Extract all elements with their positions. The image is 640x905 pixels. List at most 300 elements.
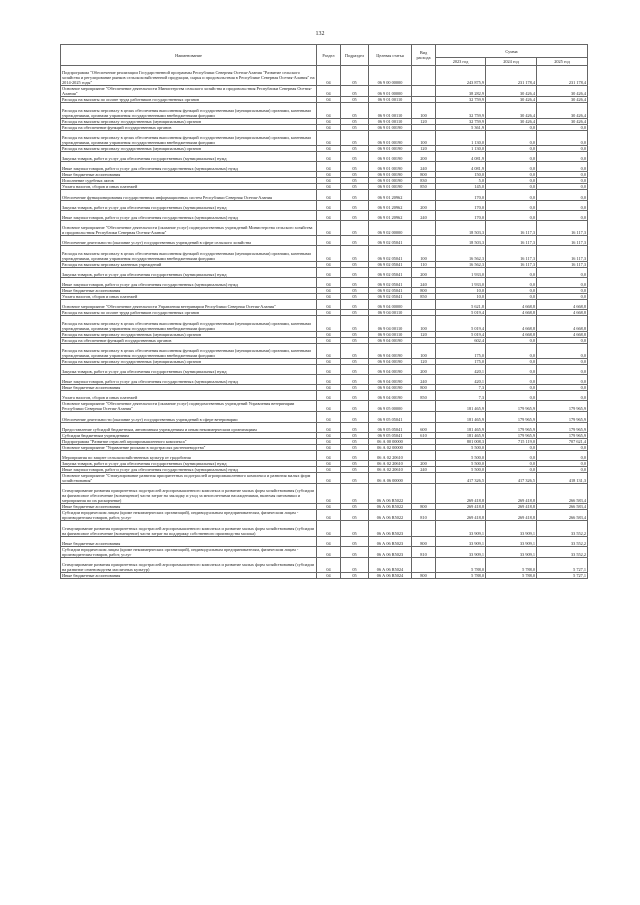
table-row [61, 391, 588, 401]
row-sum-2024: 0,0 [486, 145, 537, 151]
table-row [61, 246, 588, 261]
row-podrazdel: 05 [341, 358, 369, 364]
row-sum-2023: 5 788,0 [436, 573, 486, 579]
row-sum-2023: 18 503,3 [436, 220, 486, 235]
row-razdel: 04 [317, 220, 341, 235]
row-expense-type [412, 450, 436, 460]
row-podrazdel: 05 [341, 450, 369, 460]
row-name: Расходы на выплаты персоналу в целях обеспечения выполнения функций государственными (муниципальными) органами, казенными учреждениями, органами управления государственными внебюджетными фондами [61, 103, 317, 118]
row-target-article: 06 9 04 00110 [369, 331, 412, 337]
row-expense-type: 810 [412, 510, 436, 521]
row-sum-2025: 266 583,4 [537, 483, 588, 503]
row-name: Основное мероприятие "Управление рисками в подотраслях растениеводства" [61, 444, 317, 450]
row-sum-2025: 418 131,3 [537, 472, 588, 483]
row-sum-2025: 0,0 [537, 162, 588, 172]
row-expense-type: 800 [412, 385, 436, 391]
table-row [61, 236, 588, 246]
row-podrazdel: 05 [341, 536, 369, 546]
row-target-article: 06 9 05 00000 [369, 401, 412, 412]
row-sum-2025: 0,0 [537, 288, 588, 294]
row-sum-2023: 5,0 [436, 178, 486, 184]
row-razdel: 04 [317, 343, 341, 358]
row-podrazdel: 05 [341, 288, 369, 294]
row-name: Иные закупки товаров, работ и услуг для обеспечения государственных (муниципальных) нужд [61, 277, 317, 287]
row-sum-2024: 0,0 [486, 172, 537, 178]
row-sum-2023: 5 019,4 [436, 310, 486, 316]
row-podrazdel: 05 [341, 316, 369, 331]
row-podrazdel: 05 [341, 130, 369, 145]
row-expense-type: 850 [412, 294, 436, 300]
row-podrazdel: 05 [341, 385, 369, 391]
row-target-article: 06 А 06 R5023 [369, 546, 412, 557]
row-podrazdel: 05 [341, 331, 369, 337]
row-sum-2024: 16 117,3 [486, 220, 537, 235]
table-row [61, 151, 588, 161]
row-podrazdel: 05 [341, 190, 369, 200]
row-sum-2025: 30 426,4 [537, 86, 588, 97]
row-sum-2023: 420,1 [436, 364, 486, 374]
row-expense-type: 100 [412, 343, 436, 358]
row-sum-2024: 33 909,1 [486, 521, 537, 536]
row-razdel: 04 [317, 277, 341, 287]
row-expense-type: 800 [412, 573, 436, 579]
row-sum-2024: 16 117,3 [486, 261, 537, 267]
row-target-article: 06 9 01 00110 [369, 97, 412, 103]
row-podrazdel: 05 [341, 103, 369, 118]
row-sum-2025: 0,0 [537, 190, 588, 200]
row-podrazdel: 05 [341, 483, 369, 503]
row-name: Субсидии бюджетным учреждениям [61, 432, 317, 438]
row-razdel: 04 [317, 391, 341, 401]
row-expense-type: 120 [412, 331, 436, 337]
row-sum-2023: 5 500,0 [436, 466, 486, 472]
row-name: Иные бюджетные ассигнования [61, 172, 317, 178]
row-razdel: 04 [317, 103, 341, 118]
row-name: Иные бюджетные ассигнования [61, 385, 317, 391]
row-target-article: 06 9 01 00110 [369, 103, 412, 118]
row-sum-2024: 30 426,4 [486, 97, 537, 103]
row-razdel: 04 [317, 124, 341, 130]
row-expense-type: 850 [412, 391, 436, 401]
row-target-article: 06 9 02 05041 [369, 288, 412, 294]
row-sum-2024: 0,0 [486, 391, 537, 401]
col-podrazdel-header: Подраздел [341, 45, 369, 66]
table-row [61, 521, 588, 536]
row-podrazdel: 05 [341, 151, 369, 161]
row-name: Уплата налогов, сборов и иных платежей [61, 184, 317, 190]
row-sum-2023: 269 418,8 [436, 504, 486, 510]
row-target-article: 06 А 06 00000 [369, 472, 412, 483]
row-expense-type [412, 300, 436, 310]
row-podrazdel: 05 [341, 438, 369, 444]
row-razdel: 04 [317, 151, 341, 161]
row-sum-2024: 4 668,8 [486, 310, 537, 316]
row-expense-type [412, 220, 436, 235]
row-podrazdel: 05 [341, 460, 369, 466]
row-sum-2024: 0,0 [486, 151, 537, 161]
row-name: Основное мероприятие "Обеспечение деятельности Управления ветеринарии Республики Северная Осетия-Алания" [61, 300, 317, 310]
row-target-article: 06 9 04 00110 [369, 310, 412, 316]
row-expense-type: 800 [412, 288, 436, 294]
table-row [61, 364, 588, 374]
row-expense-type: 200 [412, 200, 436, 210]
row-sum-2024: 30 426,4 [486, 118, 537, 124]
row-expense-type: 120 [412, 145, 436, 151]
row-name: Иные закупки товаров, работ и услуг для обеспечения государственных (муниципальных) нужд [61, 466, 317, 472]
row-sum-2023: 18 503,3 [436, 236, 486, 246]
row-target-article: 06 9 01 00190 [369, 178, 412, 184]
row-sum-2024: 0,0 [486, 130, 537, 145]
row-name: Расходы на выплаты персоналу государственных (муниципальных) органов [61, 145, 317, 151]
table-row [61, 200, 588, 210]
row-name: Иные бюджетные ассигнования [61, 573, 317, 579]
row-name: Расходы на выплаты по оплате труда работников государственных органов [61, 310, 317, 316]
row-expense-type: 850 [412, 184, 436, 190]
row-razdel: 04 [317, 510, 341, 521]
row-sum-2023: 5 500,0 [436, 450, 486, 460]
row-sum-2023: 1 933,0 [436, 277, 486, 287]
row-sum-2025: 0,0 [537, 375, 588, 385]
row-sum-2023: 170,0 [436, 210, 486, 220]
row-razdel: 04 [317, 401, 341, 412]
row-sum-2024: 0,0 [486, 162, 537, 172]
row-target-article: 06 9 04 00190 [369, 391, 412, 401]
row-expense-type: 600 [412, 422, 436, 432]
row-name: Основное мероприятие "Стимулирование развития приоритетных подотраслей агропромышленного комплекса и развития малых форм хозяйствования" [61, 472, 317, 483]
table-row [61, 375, 588, 385]
row-name: Расходы на выплаты персоналу государственных (муниципальных) органов [61, 358, 317, 364]
row-sum-2025: 4 668,8 [537, 300, 588, 310]
row-razdel: 04 [317, 536, 341, 546]
row-razdel: 04 [317, 288, 341, 294]
row-expense-type [412, 66, 436, 86]
row-podrazdel: 05 [341, 261, 369, 267]
row-razdel: 04 [317, 521, 341, 536]
row-name: Иные закупки товаров, работ и услуг для обеспечения государственных (муниципальных) нужд [61, 210, 317, 220]
col-expense-type-header: Вид расхода [412, 45, 436, 66]
row-target-article: 06 9 04 00190 [369, 358, 412, 364]
row-razdel: 04 [317, 337, 341, 343]
row-podrazdel: 05 [341, 364, 369, 374]
row-podrazdel: 05 [341, 375, 369, 385]
row-target-article: 06 А 06 R5023 [369, 536, 412, 546]
row-name: Иные закупки товаров, работ и услуг для обеспечения государственных (муниципальных) нужд [61, 162, 317, 172]
row-target-article: 06 9 01 20962 [369, 200, 412, 210]
row-target-article: 06 9 01 00000 [369, 86, 412, 97]
row-sum-2024: 179 965,9 [486, 432, 537, 438]
row-sum-2025: 0,0 [537, 184, 588, 190]
row-target-article: 06 9 04 00110 [369, 316, 412, 331]
row-target-article: 06 9 04 00190 [369, 385, 412, 391]
row-podrazdel: 05 [341, 97, 369, 103]
row-razdel: 04 [317, 412, 341, 422]
row-razdel: 04 [317, 472, 341, 483]
row-sum-2023: 269 418,8 [436, 510, 486, 521]
col-target-article-header: Целевая статья [369, 45, 412, 66]
row-name: Расходы на выплаты персоналу государственных (муниципальных) органов [61, 331, 317, 337]
row-razdel: 04 [317, 316, 341, 331]
row-sum-2025: 179 965,9 [537, 432, 588, 438]
row-sum-2023: 32 759,9 [436, 97, 486, 103]
row-expense-type [412, 86, 436, 97]
row-podrazdel: 05 [341, 145, 369, 151]
row-name: Подпрограмма "Развитие отраслей агропромышленного комплекса" [61, 438, 317, 444]
row-target-article: 06 9 01 00190 [369, 172, 412, 178]
row-sum-2024: 4 668,8 [486, 300, 537, 310]
row-sum-2023: 32 759,9 [436, 118, 486, 124]
row-sum-2023: 801 008,3 [436, 438, 486, 444]
row-sum-2023: 420,1 [436, 375, 486, 385]
row-target-article: 06 9 01 00190 [369, 130, 412, 145]
row-sum-2024: 0,0 [486, 385, 537, 391]
row-sum-2023: 269 418,8 [436, 483, 486, 503]
row-sum-2025: 0,0 [537, 450, 588, 460]
table-row [61, 277, 588, 287]
table-row [61, 210, 588, 220]
table-row [61, 343, 588, 358]
row-name: Закупка товаров, работ и услуг для обеспечения государственных (муниципальных) нужд [61, 460, 317, 466]
table-row [61, 450, 588, 460]
row-sum-2025: 4 668,8 [537, 316, 588, 331]
row-sum-2023: 5 500,0 [436, 460, 486, 466]
row-name: Иные закупки товаров, работ и услуг для обеспечения государственных (муниципальных) нужд [61, 375, 317, 385]
row-target-article: 06 9 01 20962 [369, 210, 412, 220]
row-name: Основное мероприятие "Обеспечение деятельности Министерства сельского хозяйства и продовольствия Республики Северная Осетия-Алания" [61, 86, 317, 97]
row-sum-2025: 0,0 [537, 337, 588, 343]
row-sum-2023: 10,0 [436, 294, 486, 300]
row-name: Уплата налогов, сборов и иных платежей [61, 294, 317, 300]
row-sum-2023: 5 788,0 [436, 557, 486, 572]
row-expense-type: 200 [412, 364, 436, 374]
row-expense-type: 800 [412, 536, 436, 546]
row-podrazdel: 05 [341, 391, 369, 401]
row-target-article: 06 9 05 05041 [369, 422, 412, 432]
row-name: Субсидии юридическим лицам (кроме некоммерческих организаций), индивидуальным предпринимателям, физическим лицам - производителям товаров, работ, услуг [61, 510, 317, 521]
row-sum-2025: 5 727,1 [537, 557, 588, 572]
row-expense-type: 200 [412, 151, 436, 161]
row-name: Подпрограмма "Обеспечение реализации Государственной программы Республики Северная Осетия-Алания "Развитие сельского хозяйства и регулирование рынков сельскохозяйственной продукции, сырья и продовольствия в Республике Северная Осетия-Алания" на 2014-2025 годы" [61, 66, 317, 86]
row-sum-2025: 0,0 [537, 343, 588, 358]
row-podrazdel: 05 [341, 220, 369, 235]
row-podrazdel: 05 [341, 294, 369, 300]
row-expense-type: 100 [412, 316, 436, 331]
row-name: Иные бюджетные ассигнования [61, 288, 317, 294]
row-expense-type: 240 [412, 375, 436, 385]
row-expense-type: 120 [412, 118, 436, 124]
row-podrazdel: 05 [341, 557, 369, 572]
row-name: Основное мероприятие "Обеспечение деятельности (оказание услуг) подведомственных учреждений Министерства сельского хозяйства и продовольствия Республики Северная Осетия-Алания" [61, 220, 317, 235]
row-sum-2025: 0,0 [537, 391, 588, 401]
row-target-article: 06 9 05 05041 [369, 432, 412, 438]
row-target-article: 06 9 04 00190 [369, 343, 412, 358]
row-sum-2023: 7,3 [436, 385, 486, 391]
row-sum-2024: 0,0 [486, 450, 537, 460]
row-expense-type: 240 [412, 162, 436, 172]
row-sum-2025: 0,0 [537, 385, 588, 391]
row-sum-2023: 33 909,1 [436, 536, 486, 546]
table-row [61, 401, 588, 412]
row-podrazdel: 05 [341, 466, 369, 472]
row-target-article: 06 9 04 00190 [369, 375, 412, 385]
row-sum-2023: 417 326,5 [436, 472, 486, 483]
col-name-header: Наименование [61, 45, 317, 66]
row-target-article: 06 А 06 R5024 [369, 573, 412, 579]
row-sum-2025: 16 117,3 [537, 246, 588, 261]
row-expense-type: 110 [412, 261, 436, 267]
row-razdel: 04 [317, 172, 341, 178]
row-razdel: 04 [317, 504, 341, 510]
row-target-article: 06 9 05 05041 [369, 412, 412, 422]
row-target-article: 06 9 01 00190 [369, 184, 412, 190]
row-name: Стимулирование развития приоритетных подотраслей агропромышленного комплекса и развитие малых форм хозяйствования (субсидии на финансовое обеспечение (возмещение) части затрат на закладку и уход за многолетними насаждениями, включая питомники и мероприятия по их раскорчевке) [61, 483, 317, 503]
row-sum-2024: 179 965,9 [486, 412, 537, 422]
row-sum-2025: 0,0 [537, 200, 588, 210]
row-sum-2025: 0,0 [537, 358, 588, 364]
row-target-article: 06 А 06 R5022 [369, 483, 412, 503]
row-razdel: 04 [317, 364, 341, 374]
row-expense-type: 100 [412, 246, 436, 261]
row-expense-type [412, 521, 436, 536]
row-expense-type [412, 472, 436, 483]
row-name: Основное мероприятие "Обеспечение деятельности (оказание услуг) подведомственных учреждений Управления ветеринарии Республики Северная Осетия-Алания" [61, 401, 317, 412]
row-razdel: 04 [317, 145, 341, 151]
row-sum-2025: 33 552,2 [537, 521, 588, 536]
row-sum-2025: 179 965,9 [537, 401, 588, 412]
row-sum-2025: 266 583,4 [537, 510, 588, 521]
table-row [61, 536, 588, 546]
row-sum-2023: 10,0 [436, 288, 486, 294]
row-razdel: 04 [317, 466, 341, 472]
row-podrazdel: 05 [341, 343, 369, 358]
row-podrazdel: 05 [341, 118, 369, 124]
row-name: Расходы на выплаты персоналу в целях обеспечения выполнения функций государственными (муниципальными) органами, казенными учреждениями, органами управления государственными внебюджетными фондами [61, 246, 317, 261]
row-name: Предоставление субсидий бюджетным, автономным учреждениям и иным некоммерческим организациям [61, 422, 317, 432]
row-target-article: 06 9 01 00190 [369, 162, 412, 172]
table-row [61, 472, 588, 483]
table-row [61, 316, 588, 331]
row-expense-type: 240 [412, 277, 436, 287]
row-razdel: 04 [317, 236, 341, 246]
row-expense-type [412, 557, 436, 572]
row-sum-2023: 150,0 [436, 172, 486, 178]
table-row [61, 66, 588, 86]
table-row [61, 412, 588, 422]
row-sum-2023: 5 019,4 [436, 316, 486, 331]
row-podrazdel: 05 [341, 422, 369, 432]
row-target-article: 06 9 01 00190 [369, 124, 412, 130]
row-expense-type [412, 483, 436, 503]
row-sum-2024: 30 426,4 [486, 103, 537, 118]
row-name: Субсидии юридическим лицам (кроме некоммерческих организаций), индивидуальным предпринимателям, физическим лицам - производителям товаров, работ, услуг [61, 546, 317, 557]
table-row [61, 483, 588, 503]
row-expense-type [412, 412, 436, 422]
row-sum-2025: 0,0 [537, 210, 588, 220]
row-podrazdel: 05 [341, 178, 369, 184]
row-target-article: 06 9 01 00190 [369, 151, 412, 161]
row-target-article: 06 А 00 00000 [369, 438, 412, 444]
row-sum-2025: 4 668,8 [537, 331, 588, 337]
row-podrazdel: 05 [341, 66, 369, 86]
row-target-article: 06 9 02 05041 [369, 261, 412, 267]
row-razdel: 04 [317, 118, 341, 124]
row-sum-2024: 0,0 [486, 460, 537, 466]
row-razdel: 04 [317, 375, 341, 385]
row-name: Уплата налогов, сборов и иных платежей [61, 391, 317, 401]
row-sum-2024: 0,0 [486, 337, 537, 343]
col-year-2025-header: 2025 год [537, 58, 588, 66]
row-name: Обеспечение функционирования государственных информационных систем Республики Северная Осетия-Алания [61, 190, 317, 200]
table-row [61, 162, 588, 172]
row-sum-2025: 16 117,3 [537, 220, 588, 235]
row-razdel: 04 [317, 450, 341, 460]
row-razdel: 04 [317, 86, 341, 97]
row-sum-2024: 715 119,0 [486, 438, 537, 444]
row-expense-type: 800 [412, 504, 436, 510]
row-target-article: 06 А 06 R5023 [369, 521, 412, 536]
row-sum-2023: 170,0 [436, 200, 486, 210]
col-year-2023-header: 2023 год [436, 58, 486, 66]
table-row [61, 510, 588, 521]
budget-table [60, 44, 588, 579]
row-podrazdel: 05 [341, 510, 369, 521]
row-target-article: 06 А 02 20610 [369, 466, 412, 472]
row-name: Закупка товаров, работ и услуг для обеспечения государственных (муниципальных) нужд [61, 151, 317, 161]
table-row [61, 573, 588, 579]
row-name: Расходы на выплаты персоналу в целях обеспечения выполнения функций государственными (муниципальными) органами, казенными учреждениями, органами управления государственными внебюджетными фондами [61, 316, 317, 331]
row-name: Расходы на выплаты персоналу государственных (муниципальных) органов [61, 118, 317, 124]
row-target-article: 06 9 04 00190 [369, 364, 412, 374]
row-sum-2025: 0,0 [537, 172, 588, 178]
row-sum-2024: 4 668,8 [486, 316, 537, 331]
row-sum-2025: 0,0 [537, 178, 588, 184]
row-sum-2024: 33 909,1 [486, 536, 537, 546]
row-name: Закупка товаров, работ и услуг для обеспечения государственных (муниципальных) нужд [61, 267, 317, 277]
table-row [61, 220, 588, 235]
row-razdel: 04 [317, 444, 341, 450]
row-razdel: 04 [317, 432, 341, 438]
col-year-2024-header: 2024 год [486, 58, 537, 66]
row-name: Расходы на выплаты персоналу казенных учреждений [61, 261, 317, 267]
row-sum-2023: 4 081,9 [436, 162, 486, 172]
row-expense-type: 200 [412, 267, 436, 277]
row-name: Закупка товаров, работ и услуг для обеспечения государственных (муниципальных) нужд [61, 200, 317, 210]
row-target-article: 06 9 04 00000 [369, 300, 412, 310]
row-sum-2023: 5 019,4 [436, 331, 486, 337]
row-sum-2024: 0,0 [486, 200, 537, 210]
row-sum-2023: 145,0 [436, 184, 486, 190]
row-sum-2025: 33 552,2 [537, 536, 588, 546]
row-target-article: 06 9 02 05041 [369, 277, 412, 287]
row-target-article: 06 А 02 00000 [369, 444, 412, 450]
row-sum-2025: 0,0 [537, 145, 588, 151]
row-podrazdel: 05 [341, 200, 369, 210]
row-sum-2024: 0,0 [486, 294, 537, 300]
row-target-article: 06 А 06 R5024 [369, 557, 412, 572]
row-podrazdel: 05 [341, 184, 369, 190]
row-name: Обеспечение деятельности (оказание услуг) государственных учреждений в сфере ветеринарии [61, 412, 317, 422]
row-razdel: 04 [317, 310, 341, 316]
budget-table-container [60, 44, 587, 579]
row-sum-2024: 16 117,3 [486, 246, 537, 261]
row-name: Иные бюджетные ассигнования [61, 536, 317, 546]
row-podrazdel: 05 [341, 444, 369, 450]
row-expense-type: 120 [412, 358, 436, 364]
row-sum-2023: 181 465,9 [436, 412, 486, 422]
row-razdel: 04 [317, 422, 341, 432]
row-razdel: 04 [317, 66, 341, 86]
row-sum-2025: 33 552,2 [537, 546, 588, 557]
row-razdel: 04 [317, 184, 341, 190]
